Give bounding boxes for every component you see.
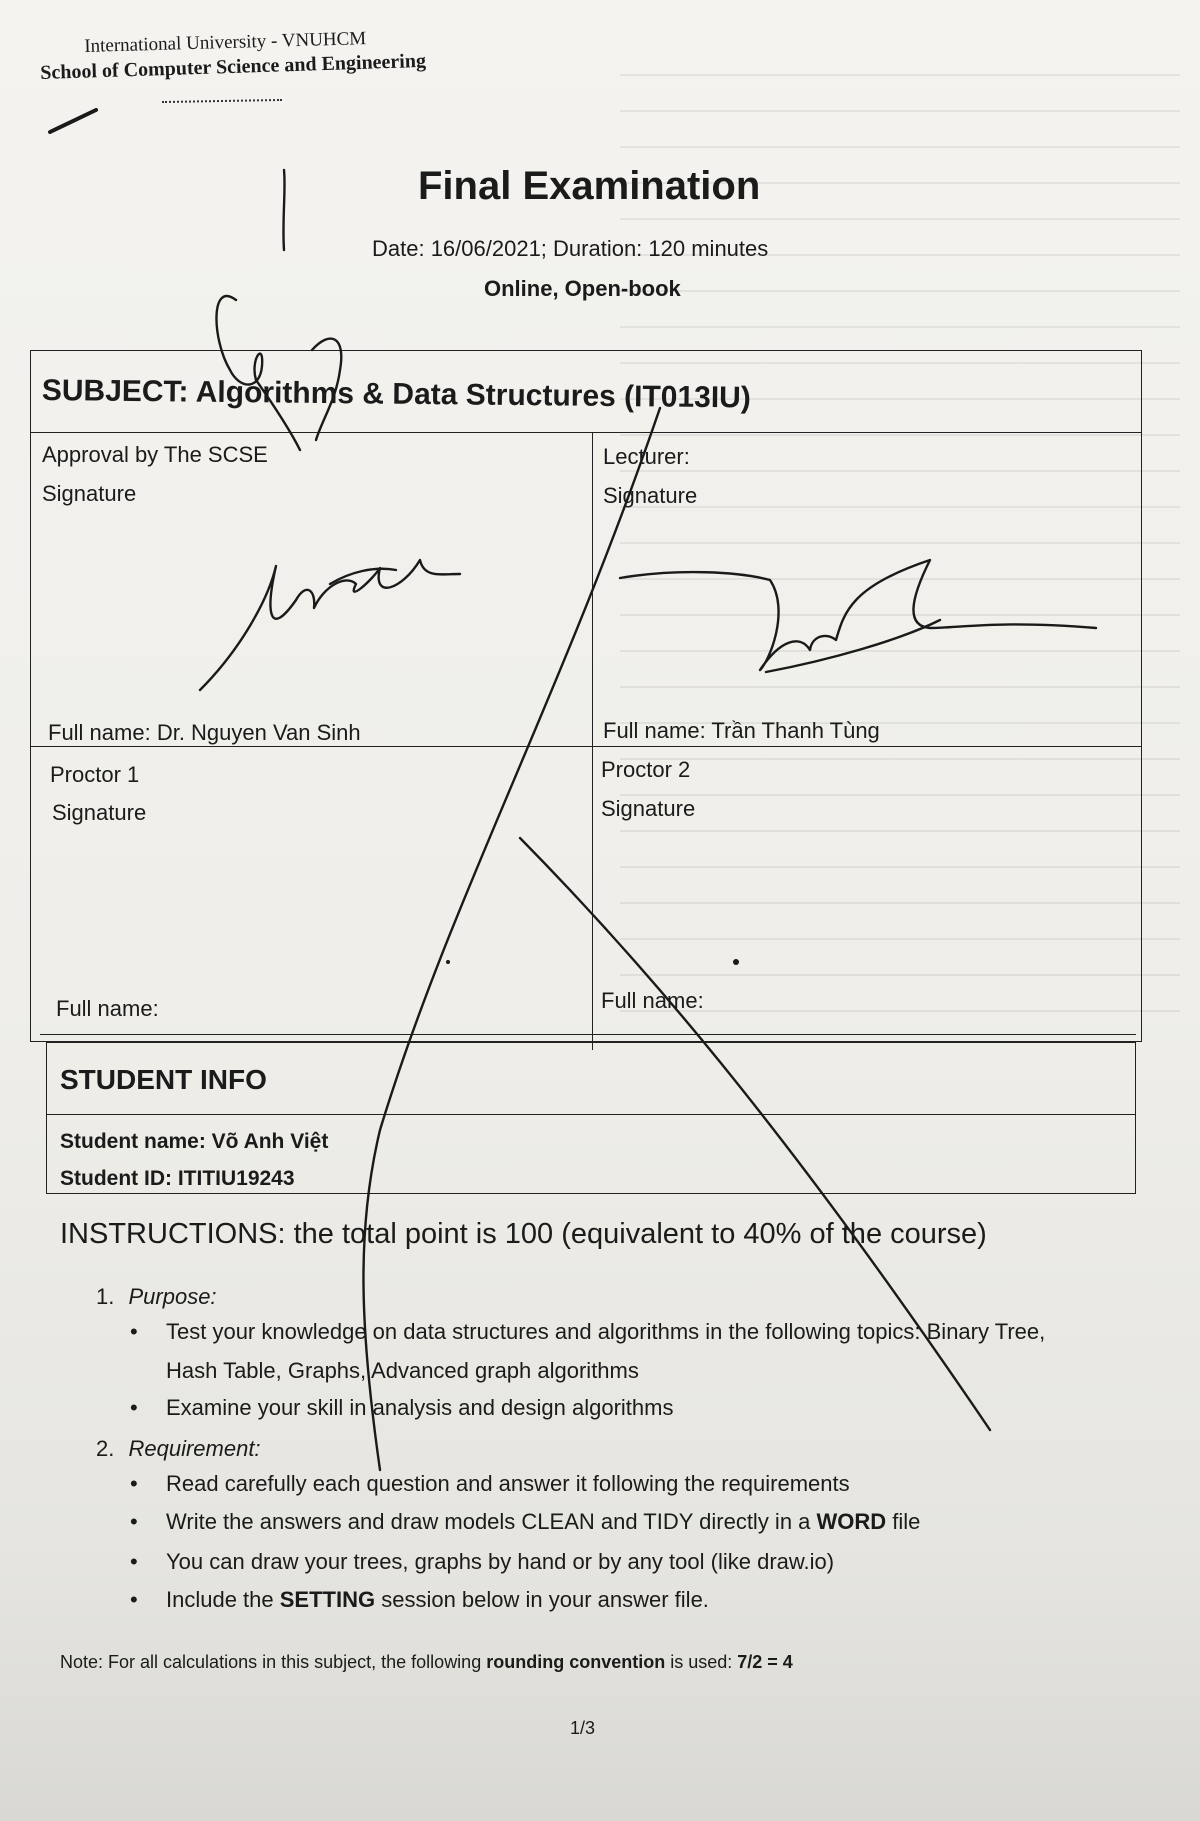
note-text: Note: For all calculations in this subject, the following xyxy=(60,1652,487,1672)
lecturer-signature-underline xyxy=(766,620,940,672)
req-4-text: Include the xyxy=(166,1587,280,1612)
proctor1-signature-label: Signature xyxy=(52,800,147,825)
strike-line xyxy=(520,838,990,1430)
purpose-number: 1. xyxy=(96,1284,115,1309)
requirement-item-text: Read carefully each question and answer it following the requirements xyxy=(166,1471,850,1496)
approval-signature xyxy=(200,560,460,690)
scribble xyxy=(312,339,341,440)
student-name: Student name: Võ Anh Việt xyxy=(60,1130,329,1153)
note-formula: 7/2 = 4 xyxy=(737,1652,793,1672)
purpose-item-text: Examine your skill in analysis and design algorithms xyxy=(166,1395,674,1420)
instructions-title: INSTRUCTIONS: the total point is 100 (equivalent to 40% of the course) xyxy=(60,1218,987,1250)
req-4-suffix: session below in your answer file. xyxy=(375,1587,709,1612)
page-number: 1/3 xyxy=(570,1718,596,1738)
purpose-item-text: Test your knowledge on data structures and algorithms in the following topics: Binary Tree, xyxy=(166,1319,1046,1344)
req-4-bold: SETTING xyxy=(279,1587,376,1612)
note-mid: is used: xyxy=(665,1652,738,1672)
proctor1-label: Proctor 1 xyxy=(50,762,140,787)
lecturer-signature xyxy=(620,560,1096,670)
proctor2-label: Proctor 2 xyxy=(601,757,691,782)
student-id: Student ID: ITITIU19243 xyxy=(60,1167,295,1190)
exam-title: Final Examination xyxy=(418,164,761,208)
requirement-item-text: You can draw your trees, graphs by hand or by any tool (like draw.io) xyxy=(166,1549,835,1574)
req-2-text: Write the answers and draw models CLEAN and TIDY directly in a xyxy=(166,1509,817,1534)
requirement-label: Requirement: xyxy=(128,1436,261,1461)
proctor2-signature-label: Signature xyxy=(601,796,696,821)
approval-label: Approval by The SCSE xyxy=(42,442,268,467)
school-name: School of Computer Science and Engineering xyxy=(40,49,427,84)
ink-dot xyxy=(446,960,450,964)
req-2-suffix: file xyxy=(886,1509,921,1534)
purpose-label: Purpose: xyxy=(128,1284,217,1309)
scribble xyxy=(216,296,300,450)
purpose-item-continuation: Hash Table, Graphs, Advanced graph algorithms xyxy=(166,1358,639,1383)
scribble xyxy=(283,170,284,250)
approval-full-name: Full name: Dr. Nguyen Van Sinh xyxy=(48,720,361,745)
lecturer-label: Lecturer: xyxy=(603,444,690,469)
lecturer-full-name: Full name: Trần Thanh Tùng xyxy=(603,718,880,743)
ink-dot xyxy=(733,959,739,965)
proctor2-full-name: Full name: xyxy=(601,988,704,1013)
req-2-bold: WORD xyxy=(816,1509,887,1534)
exam-date-duration: Date: 16/06/2021; Duration: 120 minutes xyxy=(372,236,769,261)
pen-mark xyxy=(50,110,96,132)
proctor1-full-name: Full name: xyxy=(56,996,159,1021)
exam-mode: Online, Open-book xyxy=(484,276,681,301)
note-bold: rounding convention xyxy=(486,1652,666,1672)
university-name: International University - VNUHCM xyxy=(84,28,367,57)
lecturer-signature-label: Signature xyxy=(603,483,698,508)
approval-signature-label: Signature xyxy=(42,481,137,506)
student-info-heading: STUDENT INFO xyxy=(60,1064,267,1095)
subject-title: SUBJECT: Algorithms & Data Structures (IT013IU) xyxy=(41,374,751,415)
requirement-number: 2. xyxy=(96,1436,115,1461)
